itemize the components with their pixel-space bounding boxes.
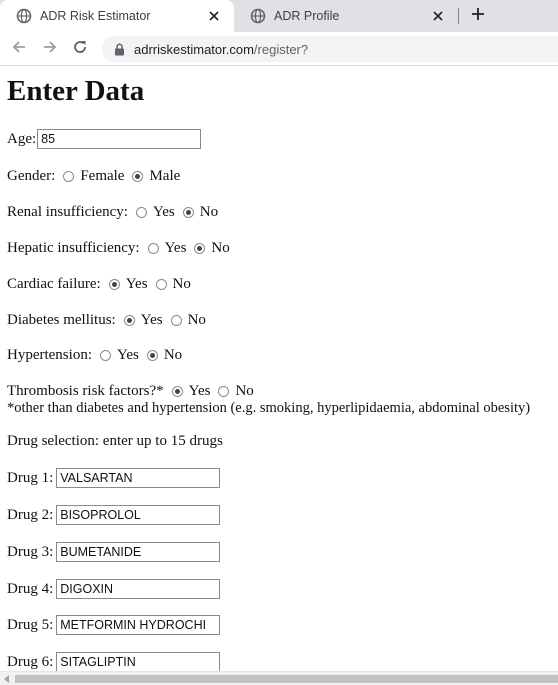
arrow-left-icon (11, 39, 27, 60)
drug-2-input[interactable] (56, 505, 220, 525)
diabetes-yes-radio[interactable] (124, 315, 135, 326)
drug-3-label: Drug 3: (7, 543, 54, 560)
drug-6-input[interactable] (56, 652, 220, 671)
drug-row-3 (7, 542, 220, 562)
gender-female-radio[interactable] (63, 171, 74, 182)
drug-6-label: Drug 6: (7, 653, 54, 670)
drug-1-label: Drug 1: (7, 469, 54, 486)
renal-label: Renal insufficiency: (7, 203, 128, 220)
tab-adr-profile[interactable] (234, 0, 458, 32)
tab-title: ADR Profile (274, 9, 340, 23)
globe-icon (16, 8, 32, 24)
hepatic-yes-label: Yes (164, 239, 187, 256)
hypertension-yes-radio[interactable] (100, 350, 111, 361)
thrombosis-row (7, 381, 254, 401)
hepatic-label: Hepatic insufficiency: (7, 239, 140, 256)
tab-title: ADR Risk Estimator (40, 9, 151, 23)
thrombosis-yes-label: Yes (188, 382, 211, 399)
arrow-right-icon (42, 39, 58, 60)
cardiac-no-label: No (172, 275, 191, 292)
close-tab-icon[interactable] (206, 8, 222, 24)
drug-row-1 (7, 468, 220, 488)
cardiac-label: Cardiac failure: (7, 275, 101, 292)
cardiac-yes-label: Yes (125, 275, 148, 292)
hepatic-no-label: No (211, 239, 230, 256)
drug-selection-intro: Drug selection: enter up to 15 drugs (7, 433, 223, 449)
renal-no-radio[interactable] (183, 207, 194, 218)
hypertension-no-label: No (163, 346, 183, 363)
drug-row-6 (7, 652, 220, 671)
hypertension-yes-label: Yes (116, 346, 139, 363)
drug-row-5 (7, 615, 220, 635)
drug-5-input[interactable] (56, 615, 220, 635)
new-tab-button[interactable] (468, 6, 488, 26)
hypertension-label: Hypertension: (7, 346, 92, 363)
renal-row (7, 202, 218, 222)
browser-tab-bar (0, 0, 558, 32)
hypertension-no-radio[interactable] (147, 350, 158, 361)
reload-button[interactable] (71, 40, 89, 58)
diabetes-yes-label: Yes (140, 311, 163, 328)
drug-4-input[interactable] (56, 579, 220, 599)
age-input[interactable] (37, 129, 201, 149)
plus-icon (471, 7, 485, 26)
forward-button[interactable] (41, 40, 59, 58)
cardiac-yes-radio[interactable] (109, 279, 120, 290)
hepatic-yes-radio[interactable] (148, 243, 159, 254)
hypertension-row (7, 345, 182, 365)
thrombosis-no-label: No (235, 382, 254, 399)
thrombosis-footnote: *other than diabetes and hypertension (e.g. smoking, hyperlipidaemia, abdominal obesity) (7, 400, 531, 416)
address-bar[interactable] (102, 36, 558, 62)
back-button[interactable] (10, 40, 28, 58)
drug-5-label: Drug 5: (7, 616, 54, 633)
thrombosis-yes-radio[interactable] (172, 386, 183, 397)
renal-yes-label: Yes (152, 203, 175, 220)
drug-2-label: Drug 2: (7, 506, 54, 523)
diabetes-no-radio[interactable] (171, 315, 182, 326)
gender-male-label: Male (149, 167, 181, 184)
url-path: /register? (253, 41, 309, 57)
gender-female-label: Female (80, 167, 125, 184)
age-label: Age: (7, 130, 37, 147)
browser-toolbar (0, 32, 558, 66)
thrombosis-no-radio[interactable] (218, 386, 229, 397)
cardiac-no-radio[interactable] (156, 279, 167, 290)
close-tab-icon[interactable] (430, 8, 446, 24)
gender-male-radio[interactable] (132, 171, 143, 182)
drug-1-input[interactable] (56, 468, 220, 488)
horizontal-scrollbar[interactable] (0, 671, 558, 685)
renal-yes-radio[interactable] (136, 207, 147, 218)
diabetes-label: Diabetes mellitus: (7, 311, 116, 328)
hepatic-no-radio[interactable] (194, 243, 205, 254)
page-title: Enter Data (7, 75, 145, 107)
page-content (0, 67, 558, 671)
scrollbar-thumb[interactable] (15, 675, 558, 683)
url-host: adrriskestimator.com (134, 41, 254, 57)
globe-icon (250, 8, 266, 24)
drug-row-2 (7, 505, 220, 525)
gender-label: Gender: (7, 167, 56, 184)
reload-icon (72, 39, 88, 60)
drug-4-label: Drug 4: (7, 580, 54, 597)
hepatic-row (7, 238, 230, 258)
thrombosis-label: Thrombosis risk factors?* (7, 382, 164, 399)
age-row (7, 129, 201, 149)
scroll-left-icon[interactable] (2, 675, 12, 683)
cardiac-row (7, 274, 191, 294)
tab-separator (458, 8, 459, 24)
diabetes-row (7, 310, 206, 330)
diabetes-no-label: No (187, 311, 206, 328)
gender-row (7, 166, 180, 186)
drug-3-input[interactable] (56, 542, 220, 562)
tab-adr-risk-estimator[interactable] (0, 0, 234, 32)
drug-row-4 (7, 579, 220, 599)
lock-icon (114, 42, 126, 56)
renal-no-label: No (199, 203, 219, 220)
